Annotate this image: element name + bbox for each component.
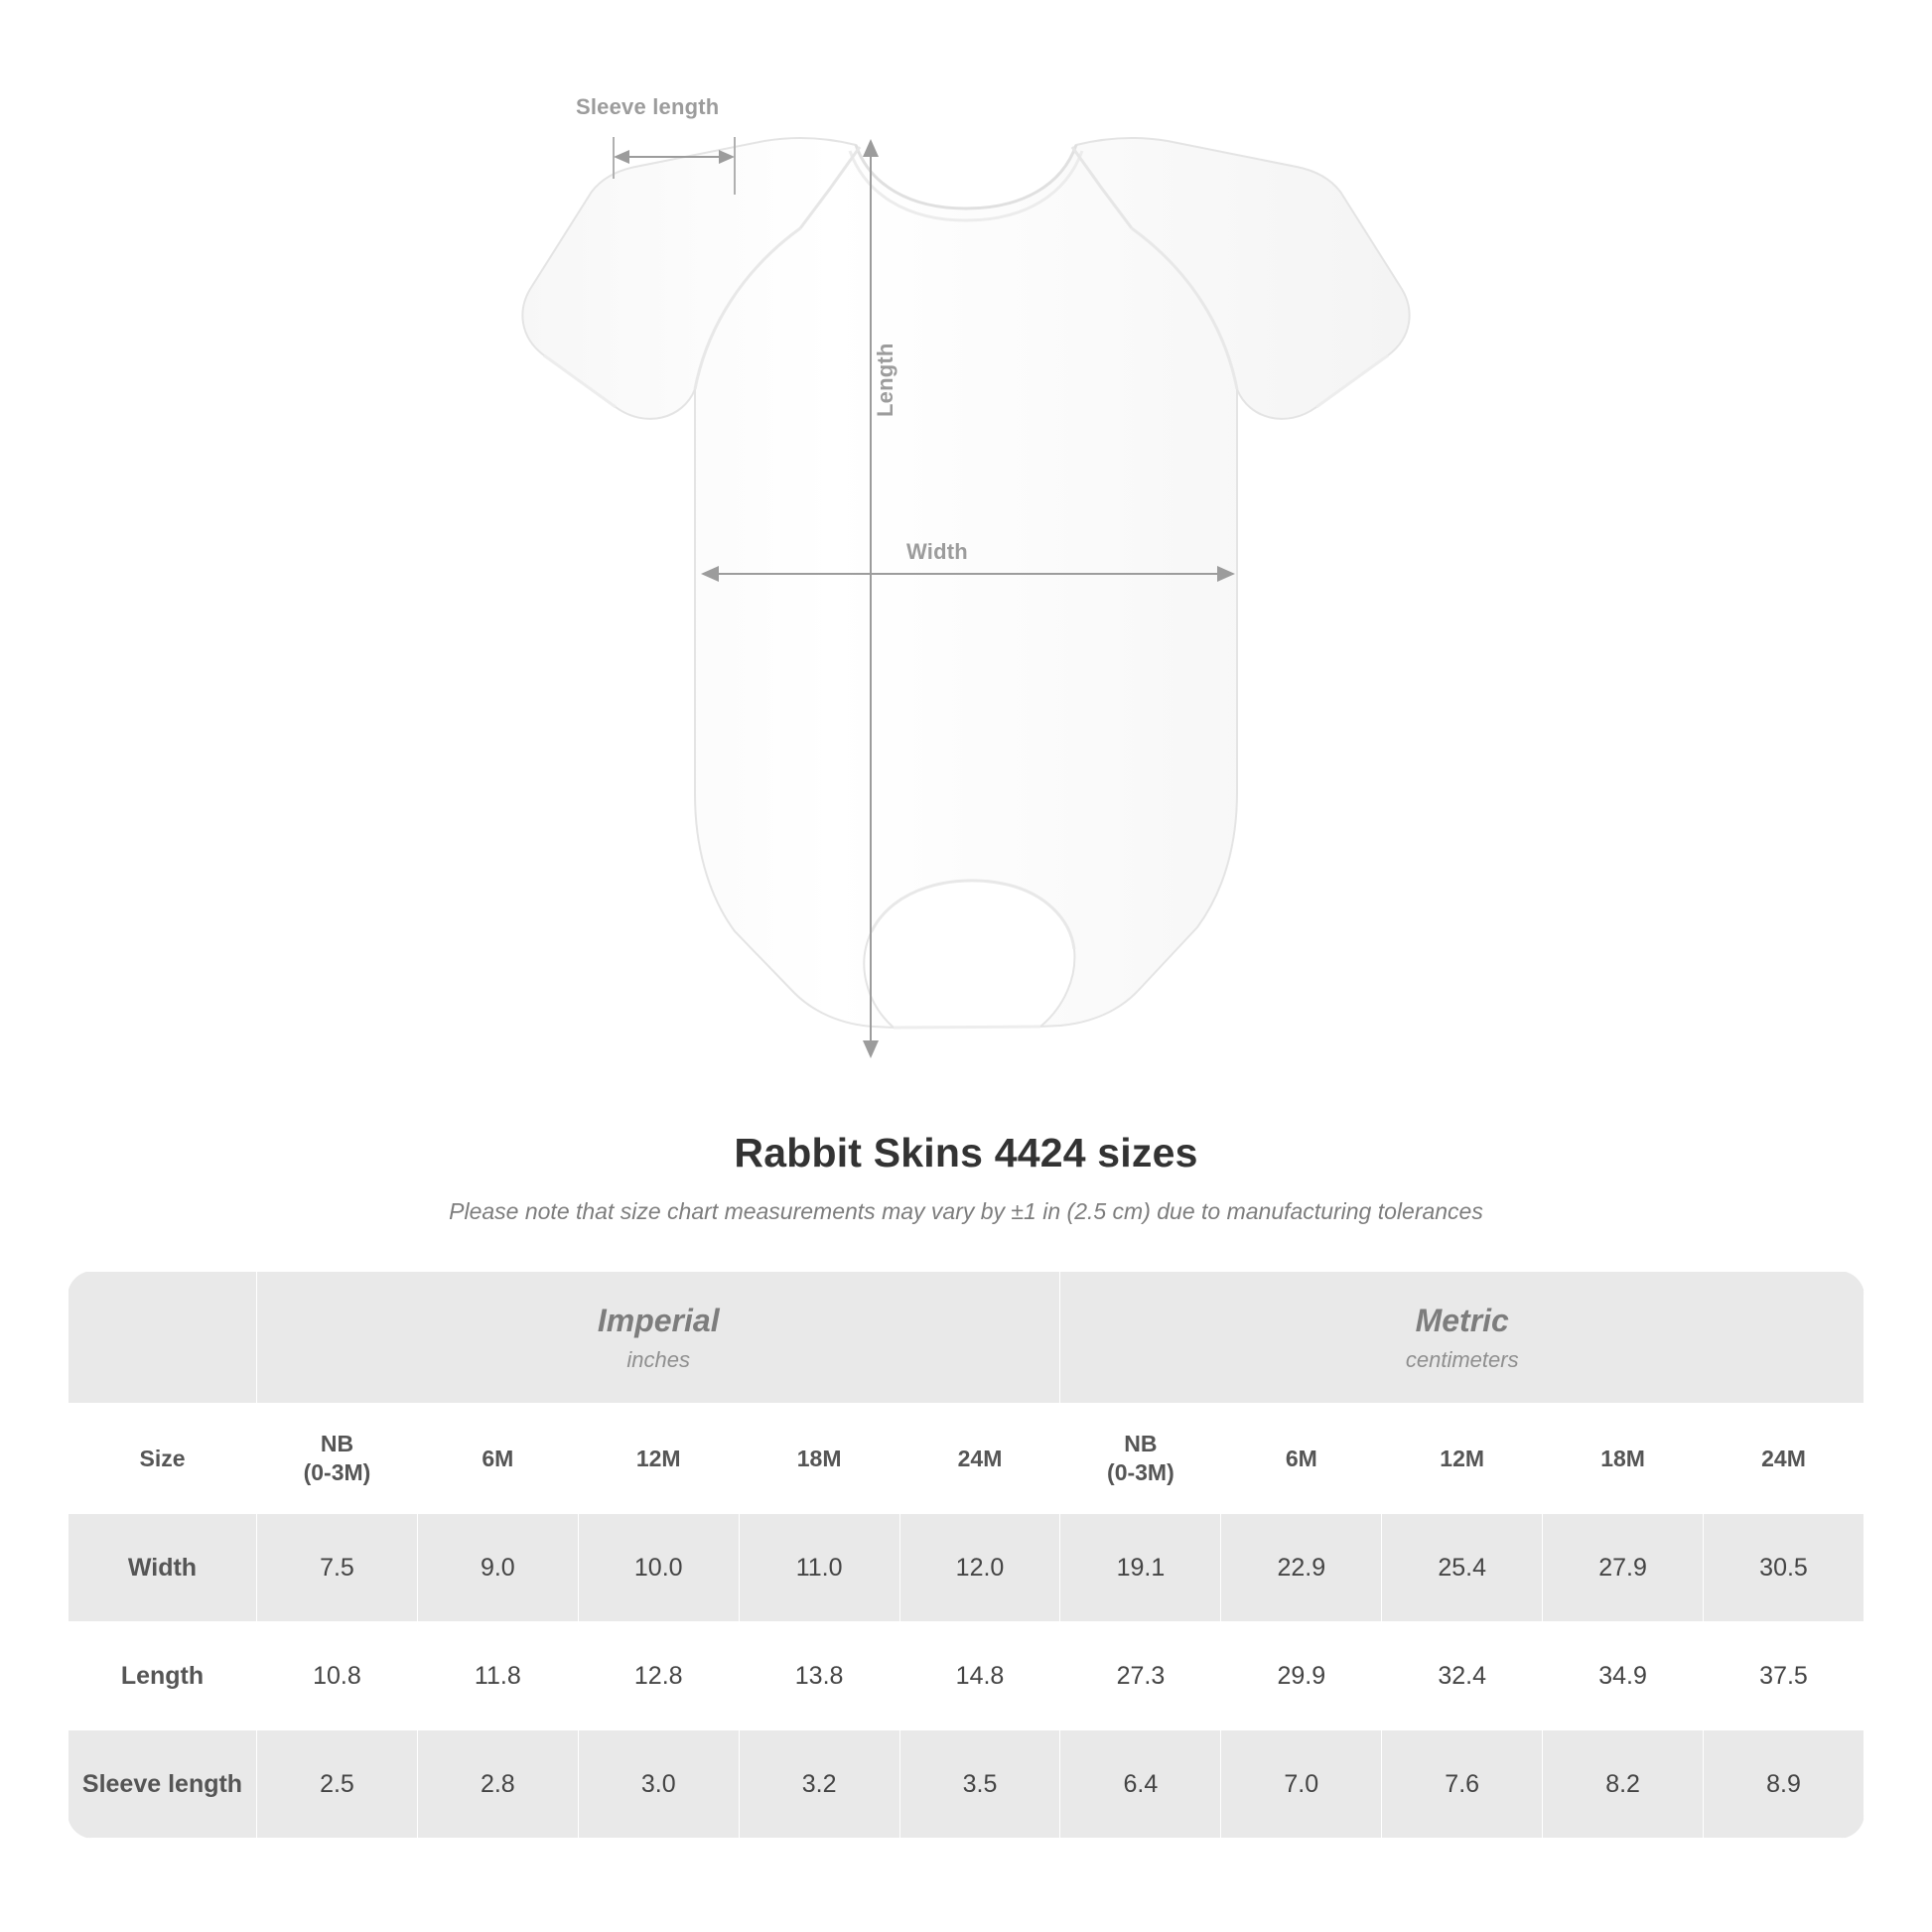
header-size-col-8 <box>1543 1404 1704 1514</box>
row-label-width: Width <box>69 1514 257 1622</box>
unit-metric-name: Metric <box>1415 1302 1509 1338</box>
cell-length-8: 34.9 <box>1543 1622 1704 1730</box>
table-row <box>69 1622 1864 1730</box>
width-label: Width <box>906 539 968 564</box>
header-size-col-9-line1: 24M <box>1761 1445 1806 1471</box>
unit-header-imperial <box>257 1272 1060 1404</box>
column-header-row <box>69 1404 1864 1514</box>
header-size-col-9 <box>1704 1404 1864 1514</box>
cell-sleeve-2: 3.0 <box>578 1730 739 1839</box>
cell-width-9: 30.5 <box>1704 1514 1864 1622</box>
header-size-col-0 <box>257 1404 418 1514</box>
header-size-col-8-line1: 18M <box>1600 1445 1645 1471</box>
header-size-col-3-line1: 18M <box>796 1445 842 1471</box>
header-size-col-2 <box>578 1404 739 1514</box>
cell-length-9: 37.5 <box>1704 1622 1864 1730</box>
header-size-col-7-line1: 12M <box>1440 1445 1485 1471</box>
cell-width-1: 9.0 <box>417 1514 578 1622</box>
title-block <box>0 1130 1932 1225</box>
cell-width-2: 10.0 <box>578 1514 739 1622</box>
cell-sleeve-9: 8.9 <box>1704 1730 1864 1839</box>
size-table-wrapper <box>68 1271 1864 1839</box>
unit-header-spacer <box>69 1272 257 1404</box>
row-label-sleeve-length: Sleeve length <box>69 1730 257 1839</box>
unit-header-row <box>69 1272 1864 1404</box>
length-label: Length <box>873 343 897 417</box>
page-title: Rabbit Skins 4424 sizes <box>734 1130 1198 1175</box>
tolerance-note: Please note that size chart measurements may vary by ±1 in (2.5 cm) due to manufacturing tolerances <box>449 1198 1483 1224</box>
unit-metric-sub: centimeters <box>1405 1346 1519 1372</box>
cell-width-6: 22.9 <box>1221 1514 1382 1622</box>
header-size-col-5 <box>1060 1404 1221 1514</box>
header-size-col-4-line1: 24M <box>957 1445 1003 1471</box>
cell-length-4: 14.8 <box>899 1622 1060 1730</box>
header-size-col-7 <box>1382 1404 1543 1514</box>
size-table <box>68 1271 1864 1839</box>
header-size: Size <box>69 1404 257 1514</box>
cell-width-3: 11.0 <box>739 1514 899 1622</box>
row-label-length: Length <box>69 1622 257 1730</box>
header-size-col-1 <box>417 1404 578 1514</box>
cell-length-0: 10.8 <box>257 1622 418 1730</box>
cell-sleeve-4: 3.5 <box>899 1730 1060 1839</box>
unit-imperial-sub: inches <box>626 1346 691 1372</box>
header-size-col-1-line1: 6M <box>482 1445 514 1471</box>
header-size-col-4 <box>899 1404 1060 1514</box>
unit-header-metric <box>1060 1272 1864 1404</box>
cell-width-5: 19.1 <box>1060 1514 1221 1622</box>
sleeve-length-label: Sleeve length <box>576 94 720 119</box>
cell-sleeve-0: 2.5 <box>257 1730 418 1839</box>
table-row <box>69 1514 1864 1622</box>
cell-length-3: 13.8 <box>739 1622 899 1730</box>
header-size-col-5-line1: NB <box>1124 1431 1158 1457</box>
header-size-col-5-line2: (0-3M) <box>1107 1459 1174 1485</box>
table-row <box>69 1730 1864 1839</box>
header-size-col-0-line1: NB <box>320 1431 354 1457</box>
header-size-col-6-line1: 6M <box>1285 1445 1317 1471</box>
cell-sleeve-1: 2.8 <box>417 1730 578 1839</box>
cell-sleeve-5: 6.4 <box>1060 1730 1221 1839</box>
cell-length-1: 11.8 <box>417 1622 578 1730</box>
cell-width-4: 12.0 <box>899 1514 1060 1622</box>
cell-sleeve-3: 3.2 <box>739 1730 899 1839</box>
cell-width-7: 25.4 <box>1382 1514 1543 1622</box>
unit-imperial-name: Imperial <box>597 1302 720 1338</box>
cell-width-0: 7.5 <box>257 1514 418 1622</box>
cell-length-5: 27.3 <box>1060 1622 1221 1730</box>
cell-sleeve-6: 7.0 <box>1221 1730 1382 1839</box>
cell-width-8: 27.9 <box>1543 1514 1704 1622</box>
header-size-col-0-line2: (0-3M) <box>303 1459 371 1485</box>
header-size-col-6 <box>1221 1404 1382 1514</box>
cell-sleeve-7: 7.6 <box>1382 1730 1543 1839</box>
cell-length-7: 32.4 <box>1382 1622 1543 1730</box>
header-size-col-2-line1: 12M <box>635 1445 681 1471</box>
header-size-col-3 <box>739 1404 899 1514</box>
cell-sleeve-8: 8.2 <box>1543 1730 1704 1839</box>
cell-length-2: 12.8 <box>578 1622 739 1730</box>
cell-length-6: 29.9 <box>1221 1622 1382 1730</box>
